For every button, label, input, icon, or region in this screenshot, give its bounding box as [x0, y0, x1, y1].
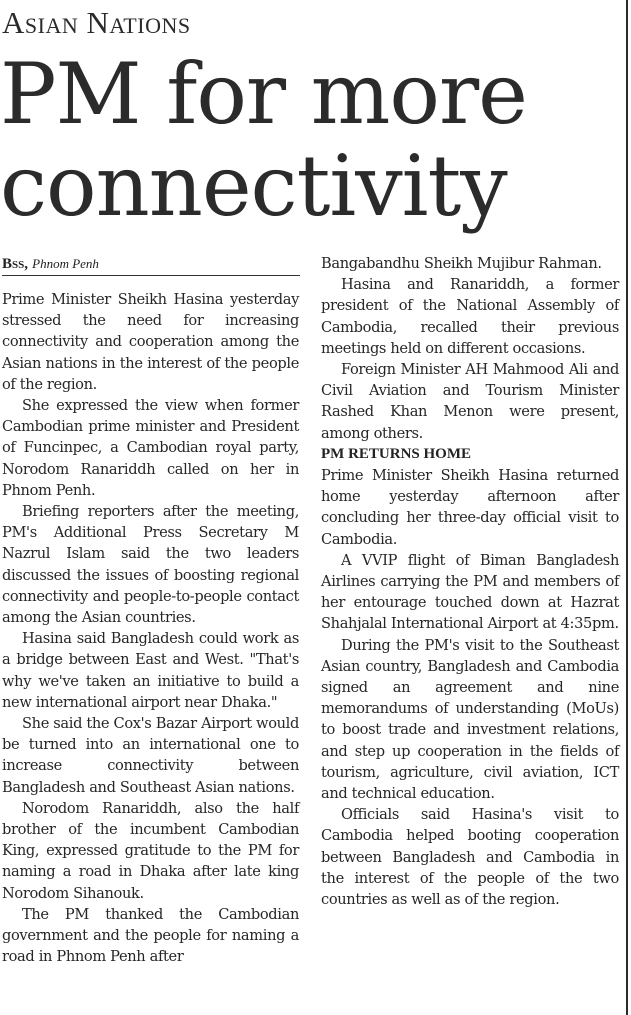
paragraph: Hasina said Bangladesh could work as a bridge between East and West. "That's why we've taken an initiative to build a new international airport near Dhaka."	[2, 630, 299, 711]
column-rule	[626, 0, 628, 1015]
paragraph: Prime Minister Sheikh Hasina yesterday stressed the need for increasing connectivity and cooperation among the Asian nations in the interest of the people of the region.	[2, 291, 299, 393]
section-kicker: Asian Nations	[2, 5, 191, 40]
byline-place: Phnom Penh	[32, 256, 99, 271]
byline	[2, 255, 300, 276]
paragraph: She said the Cox's Bazar Airport would be turned into an international one to increase connectivity between Bangladesh and Southeast Asian nations.	[2, 715, 299, 796]
paragraph: Officials said Hasina's visit to Cambodia helped booting cooperation between Bangladesh and Cambodia in the interest of the people of the two countries as well as of the region.	[321, 806, 619, 909]
headline-line-2: connectivity	[0, 137, 507, 235]
paragraph: The PM thanked the Cambodian government and the people for naming a road in Phnom Penh after	[2, 905, 299, 966]
paragraph-continuation: Bangabandhu Sheikh Mujibur Rahman.	[321, 255, 602, 272]
headline	[0, 45, 620, 235]
paragraph: Briefing reporters after the meeting, PM's Additional Press Secretary M Nazrul Islam said the two leaders discussed the issues of boosting regional connectivity and people-to-people contact among the Asian countries.	[2, 503, 299, 627]
byline-agency: Bss,	[2, 256, 28, 272]
subheading: PM RETURNS HOME	[321, 445, 471, 462]
paragraph: Prime Minister Sheikh Hasina returned home yesterday afternoon after concluding her three-day official visit to Cambodia.	[321, 467, 619, 548]
paragraph: Hasina and Ranariddh, a former president of the National Assembly of Cambodia, recalled their previous meetings held on different occasions.	[321, 276, 619, 357]
paragraph: Foreign Minister AH Mahmood Ali and Civil Aviation and Tourism Minister Rashed Khan Menon were present, among others.	[321, 361, 619, 442]
headline-line-1: PM for more	[0, 45, 527, 143]
paragraph: During the PM's visit to the Southeast Asian country, Bangladesh and Cambodia signed an agreement and nine memorandums of understanding (MoUs) to boost trade and investment relations, and step up cooperation in the fields of tourism, agriculture, civil aviation, ICT and technical education.	[321, 636, 619, 803]
paragraph: A VVIP flight of Biman Bangladesh Airlines carrying the PM and members of her entourage touched down at Hazrat Shahjalal International Airport at 4:35pm.	[321, 551, 619, 633]
paragraph: Norodom Ranariddh, also the half brother of the incumbent Cambodian King, expressed gratitude to the PM for naming a road in Dhaka after late king Norodom Sihanouk.	[2, 799, 299, 902]
article-column-right	[321, 253, 619, 910]
paragraph: She expressed the view when former Cambodian prime minister and President of Funcinpec, a Cambodian royal party, Norodom Ranariddh called on her in Phnom Penh.	[2, 397, 299, 499]
article-column-left	[2, 289, 299, 968]
